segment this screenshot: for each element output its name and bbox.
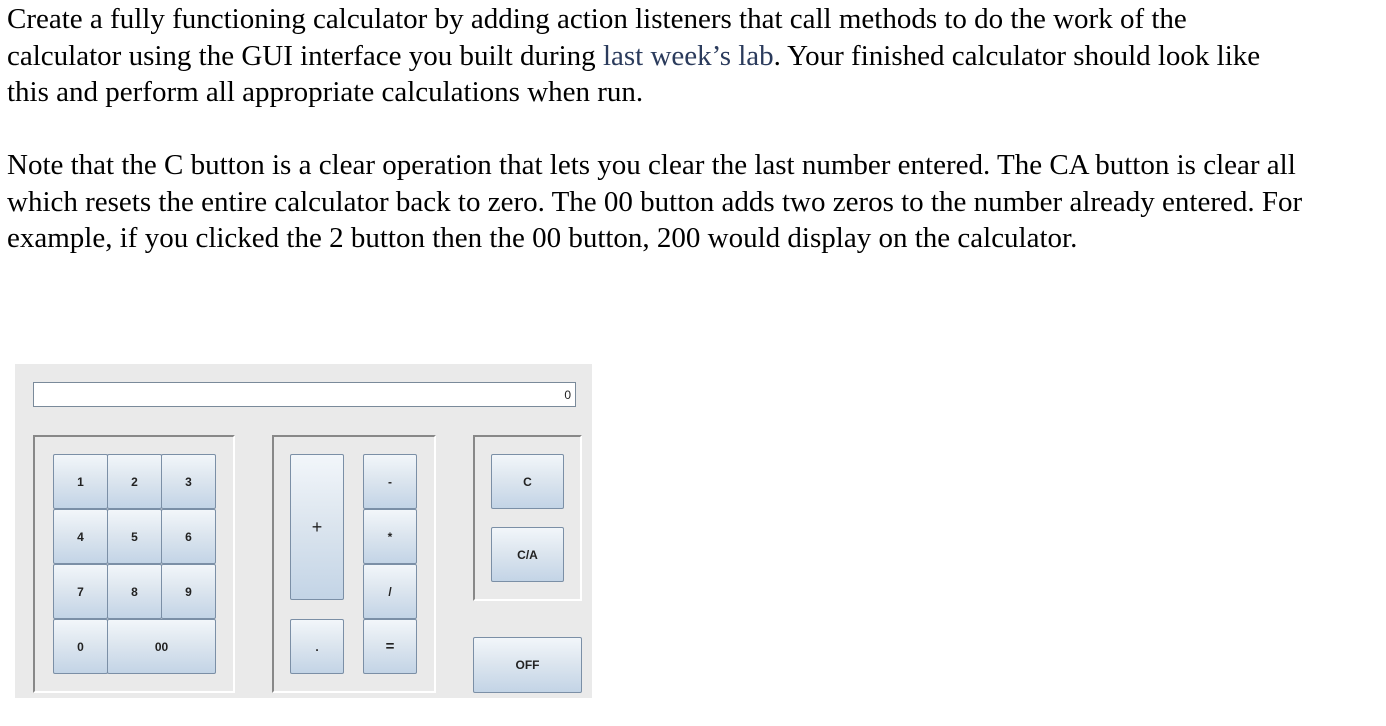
digit-1-button[interactable]: 1 bbox=[53, 454, 108, 509]
digit-3-button[interactable]: 3 bbox=[161, 454, 216, 509]
instructions-text-1a: Create a fully functioning calculator by adding action listeners that call methods to do the work of the calculator using the GUI interface you built during bbox=[7, 3, 1187, 72]
digit-9-button[interactable]: 9 bbox=[161, 564, 216, 619]
plus-button[interactable]: + bbox=[290, 454, 344, 600]
clear-all-button[interactable]: C/A bbox=[491, 527, 564, 582]
digit-7-button[interactable]: 7 bbox=[53, 564, 108, 619]
digit-4-button[interactable]: 4 bbox=[53, 509, 108, 564]
instructions-paragraph-1 bbox=[7, 1, 1307, 111]
digit-2-button[interactable]: 2 bbox=[107, 454, 162, 509]
last-week-lab-text: last week’s lab bbox=[602, 39, 774, 72]
decimal-button[interactable]: . bbox=[290, 619, 344, 674]
calculator-display[interactable]: 0 bbox=[33, 382, 576, 407]
clear-button[interactable]: C bbox=[491, 454, 564, 509]
digit-6-button[interactable]: 6 bbox=[161, 509, 216, 564]
off-button[interactable]: OFF bbox=[473, 637, 582, 693]
multiply-button[interactable]: * bbox=[363, 509, 417, 564]
calculator-window bbox=[15, 364, 592, 698]
instructions-paragraph-2: Note that the C button is a clear operation that lets you clear the last number entered. The CA button is clear all which resets the entire calculator back to zero. The 00 button adds two zeros to the number already entered. For example, if you clicked the 2 button then the 00 button, 200 would display on the calculator. bbox=[7, 149, 1303, 254]
instructions-text-1b: . Your finished calculator should look like this and perform all appropriate calculations when run. bbox=[7, 39, 1261, 108]
digit-0-button[interactable]: 0 bbox=[53, 619, 108, 674]
digit-5-button[interactable]: 5 bbox=[107, 509, 162, 564]
digit-8-button[interactable]: 8 bbox=[107, 564, 162, 619]
divide-button[interactable]: / bbox=[363, 564, 417, 619]
minus-button[interactable]: - bbox=[363, 454, 417, 509]
equals-button[interactable]: = bbox=[363, 619, 417, 674]
double-zero-button[interactable]: 00 bbox=[107, 619, 216, 674]
